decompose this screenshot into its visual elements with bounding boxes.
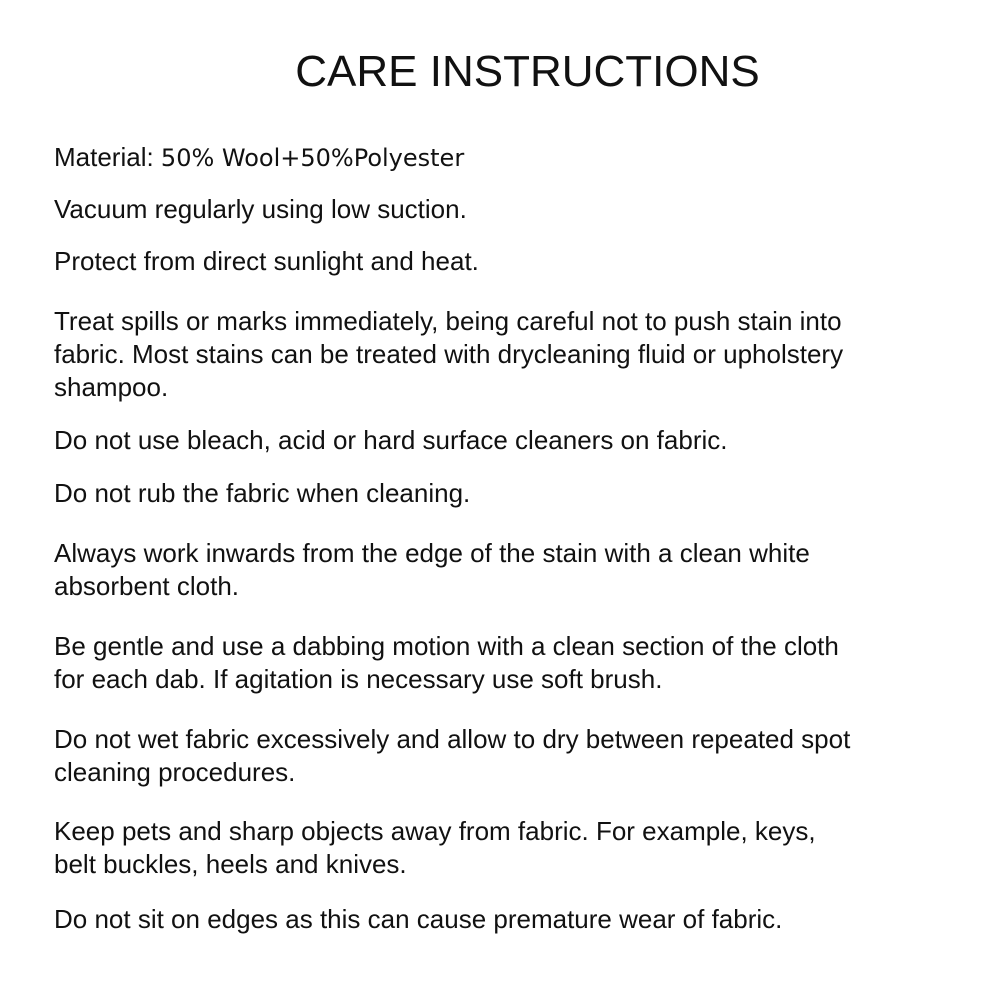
- instruction-item: [54, 537, 974, 603]
- page-title: CARE INSTRUCTIONS: [295, 47, 760, 96]
- instruction-line: Do not use bleach, acid or hard surface cleaners on fabric.: [54, 425, 728, 455]
- instruction-line: absorbent cloth.: [54, 571, 240, 601]
- instruction-line: Be gentle and use a dabbing motion with a clean section of the cloth: [54, 631, 839, 661]
- material-label: Material:: [54, 142, 161, 172]
- instruction-line: Do not wet fabric excessively and allow to dry between repeated spot: [54, 724, 851, 754]
- instruction-line: shampoo.: [54, 372, 169, 402]
- instruction-item: [54, 723, 974, 789]
- instruction-item: [54, 815, 974, 881]
- instruction-item: [54, 630, 974, 696]
- instruction-item: [54, 903, 974, 936]
- instruction-item: [54, 424, 974, 457]
- instruction-line: Vacuum regularly using low suction.: [54, 194, 467, 224]
- instruction-line: cleaning procedures.: [54, 757, 296, 787]
- instruction-line: for each dab. If agitation is necessary use soft brush.: [54, 664, 663, 694]
- instruction-line: Keep pets and sharp objects away from fabric. For example, keys,: [54, 816, 816, 846]
- instruction-line: Do not rub the fabric when cleaning.: [54, 478, 471, 508]
- instruction-line: fabric. Most stains can be treated with drycleaning fluid or upholstery: [54, 339, 844, 369]
- material-line: [54, 141, 974, 175]
- material-value: 50% Wool+50%Polyester: [160, 144, 465, 172]
- instruction-item: [54, 305, 974, 404]
- instruction-item: [54, 477, 974, 510]
- instruction-item: [54, 193, 974, 226]
- instruction-line: Treat spills or marks immediately, being careful not to push stain into: [54, 306, 842, 336]
- instruction-line: belt buckles, heels and knives.: [54, 849, 407, 879]
- instruction-item: [54, 245, 974, 278]
- instruction-line: Always work inwards from the edge of the stain with a clean white: [54, 538, 810, 568]
- instruction-line: Do not sit on edges as this can cause premature wear of fabric.: [54, 904, 783, 934]
- instruction-line: Protect from direct sunlight and heat.: [54, 246, 479, 276]
